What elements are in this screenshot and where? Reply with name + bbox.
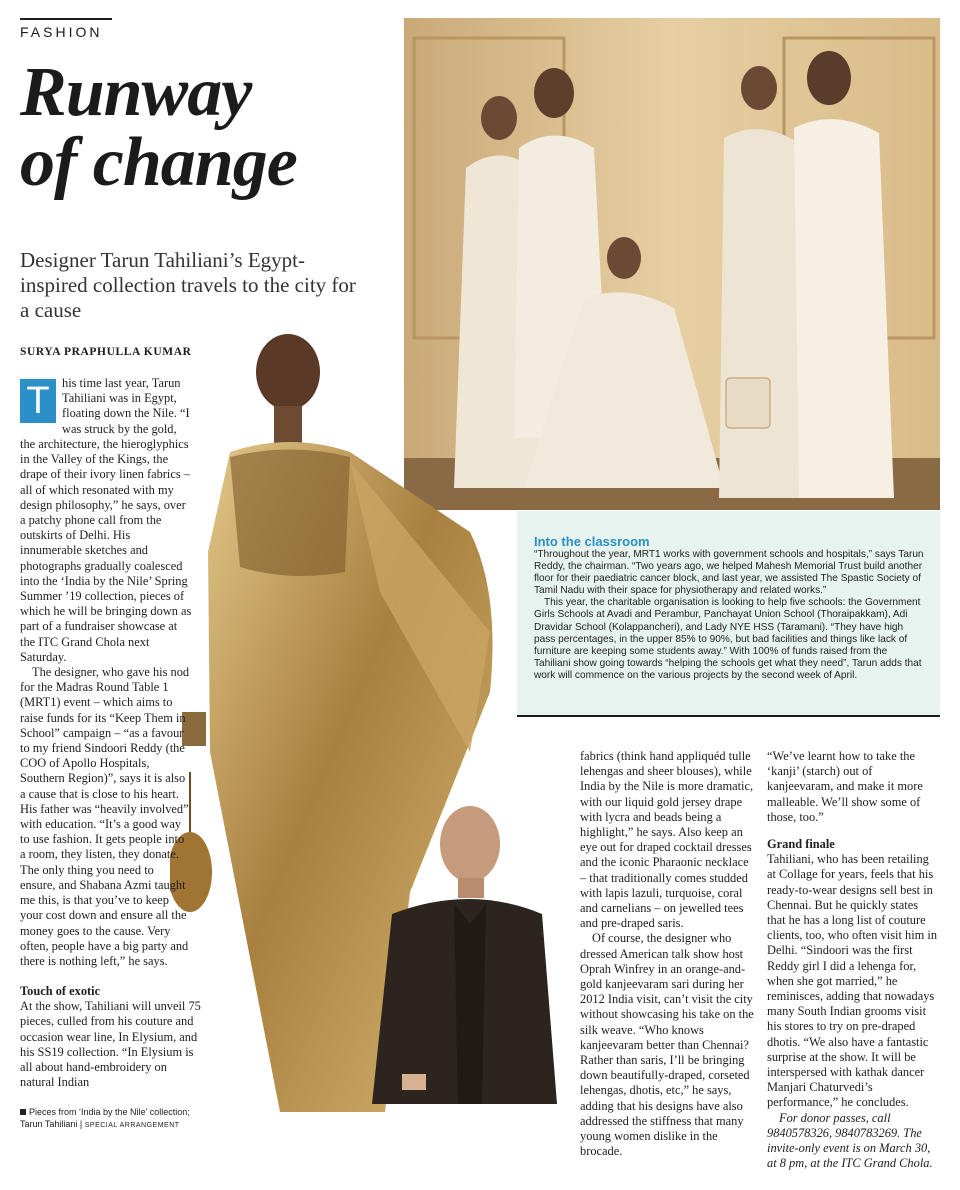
body-paragraph: fabrics (think hand appliquéd tulle lehengas and sheer blouses), while India by the Nile is more dramatic, with our liquid gold jersey drape with lycra and beads being a highlight,” he says. Also keep an eye out for draped cocktail dresses and the iconic Pharaonic necklace – that traditionally comes studded with lapis lazuli, turquoise, coral and carnelians – on jewelled tees and pre-draped saris. bbox=[580, 749, 754, 931]
sidebar-paragraph: This year, the charitable organisation is looking to help five schools: the Government Girls Schools at Avadi and Perambur, Panchayat Union School (Thoraipakkam), Adi Dravidar School (Kolappancheri), and Lady NYE HSS (Taramani). “They have high pass percentages, in the upper 85% to 90%, but bad facilities and things like lack of furniture are keeping some students away.” With 100% of funds raised from the Tahiliani show going towards “helping the schools get what they need”, Tarun adds that work will commence on the various projects by the second week of April. bbox=[534, 597, 922, 681]
standfirst: Designer Tarun Tahiliani’s Egypt-inspired collection travels to the city for a cause bbox=[20, 248, 356, 322]
designer-photo bbox=[362, 804, 562, 1120]
body-paragraph: At the show, Tahiliani will unveil 75 pieces, culled from his couture and occasion wear line, In Elysium, and his SS19 collection. “In Elysium is all about hand-embroidery on natural Indian bbox=[20, 999, 201, 1090]
byline: SURYA PRAPHULLA KUMAR bbox=[20, 346, 192, 358]
designer-photo-illustration bbox=[362, 804, 562, 1120]
headline-line-1: Runway bbox=[20, 54, 252, 131]
subheading: Grand finale bbox=[767, 837, 835, 852]
body-column-1 bbox=[20, 437, 192, 969]
headline-line-2: of change bbox=[20, 124, 297, 201]
body-paragraph: Of course, the designer who dressed American talk show host Oprah Winfrey in an orange-and-gold kanjeevaram sari during her 2012 India visit, can’t visit the city without showcasing his take on the silk weave. “Who knows kanjeevaram better than Chennai? Rather than saris, I’ll be bringing down beautifully-draped, corseted lehengas, dhotis, etc,” he says, adding that his designs have also addressed the stiffness that many young women dislike in the brocade. bbox=[580, 931, 754, 1159]
section-label: FASHION bbox=[20, 24, 103, 40]
photo-caption bbox=[20, 1106, 230, 1132]
sidebar-body bbox=[534, 549, 926, 682]
headline bbox=[20, 54, 390, 201]
photo-credit: SPECIAL ARRANGEMENT bbox=[84, 1122, 180, 1129]
caption-line-2: Tarun Tahiliani | bbox=[20, 1119, 83, 1129]
drop-cap: T bbox=[20, 379, 56, 423]
caption-square-icon bbox=[20, 1109, 26, 1115]
section-rule bbox=[20, 18, 112, 20]
body-column-1-bottom bbox=[20, 980, 202, 1090]
body-paragraph: Tahiliani, who has been retailing at Collage for years, feels that his ready-to-wear designs sell best in Chennai. But he quickly states that he has a long list of couture clients, too, who often visit him in Delhi. “Sindoori was the first Reddy girl I did a lehenga for, when she got married,” he reminisces, adding that nowadays many South Indian grooms visit his stores to try on pre-draped dhotis. “We also have a fantastic surprise at the show. It will be interspersed with kathak dancer Manjari Chaturvedi’s performance,” he concludes. bbox=[767, 852, 938, 1110]
sidebar-rule bbox=[517, 715, 940, 717]
body-paragraph: “We’ve learnt how to take the ‘kanji’ (starch) out of kanjeevaram, and make it more malleable. We’ll show some of those, too.” bbox=[767, 749, 923, 824]
sidebar-title: Into the classroom bbox=[534, 534, 650, 549]
caption-line-1: Pieces from ‘India by the Nile’ collection; bbox=[29, 1107, 190, 1117]
event-note: For donor passes, call 9840578326, 9840783269. The invite-only event is on March 30, at 8 pm, at the ITC Grand Chola. bbox=[767, 1110, 933, 1171]
body-column-3 bbox=[580, 749, 756, 1159]
body-paragraph: the architecture, the hieroglyphics in the Valley of the Kings, the drape of their ivory linen fabrics – all of which resonated with my design philosophy,” he says, over a patchy phone call from the outskirts of Delhi. His innumerable sketches and photographs gradually coalesced into the ‘India by the Nile’ Spring Summer ’19 collection, pieces of which he will be bringing down as part of a fundraiser showcase at the ITC Grand Chola next Saturday. bbox=[20, 437, 192, 664]
subheading: Touch of exotic bbox=[20, 984, 101, 998]
body-paragraph: The designer, who gave his nod for the Madras Round Table 1 (MRT1) event – which aims to raise funds for its “Keep Them in School” campaign – “as a favour to my friend Sindoori Reddy (the COO of Apollo Hospitals, Southern Region)”, says it is also a cause that is close to his heart. His father was “heavily involved” with education. “It’s a good way to use fashion. It gets people into a room, they listen, they donate. The only thing you need to ensure, and Shabana Azmi taught me this, is that you’ve to keep your cost down and ensure all the money goes to the cause. Very often, people have a big party and there is nothing left,” he says. bbox=[20, 665, 190, 968]
body-column-4 bbox=[767, 749, 939, 1171]
body-opening: his time last year, Tarun Tahiliani was in Egypt, floating down the Nile. “I was struck by the gold, bbox=[62, 376, 190, 436]
sidebar-paragraph: “Throughout the year, MRT1 works with government schools and hospitals,” says Tarun Reddy, the chairman. “Two years ago, we helped Mahesh Memorial Trust build another floor for their paediatric cancer block, and last year, we assisted The Spastic Society of Tamil Nadu with their space for physiotherapy and related works.” bbox=[534, 549, 924, 597]
